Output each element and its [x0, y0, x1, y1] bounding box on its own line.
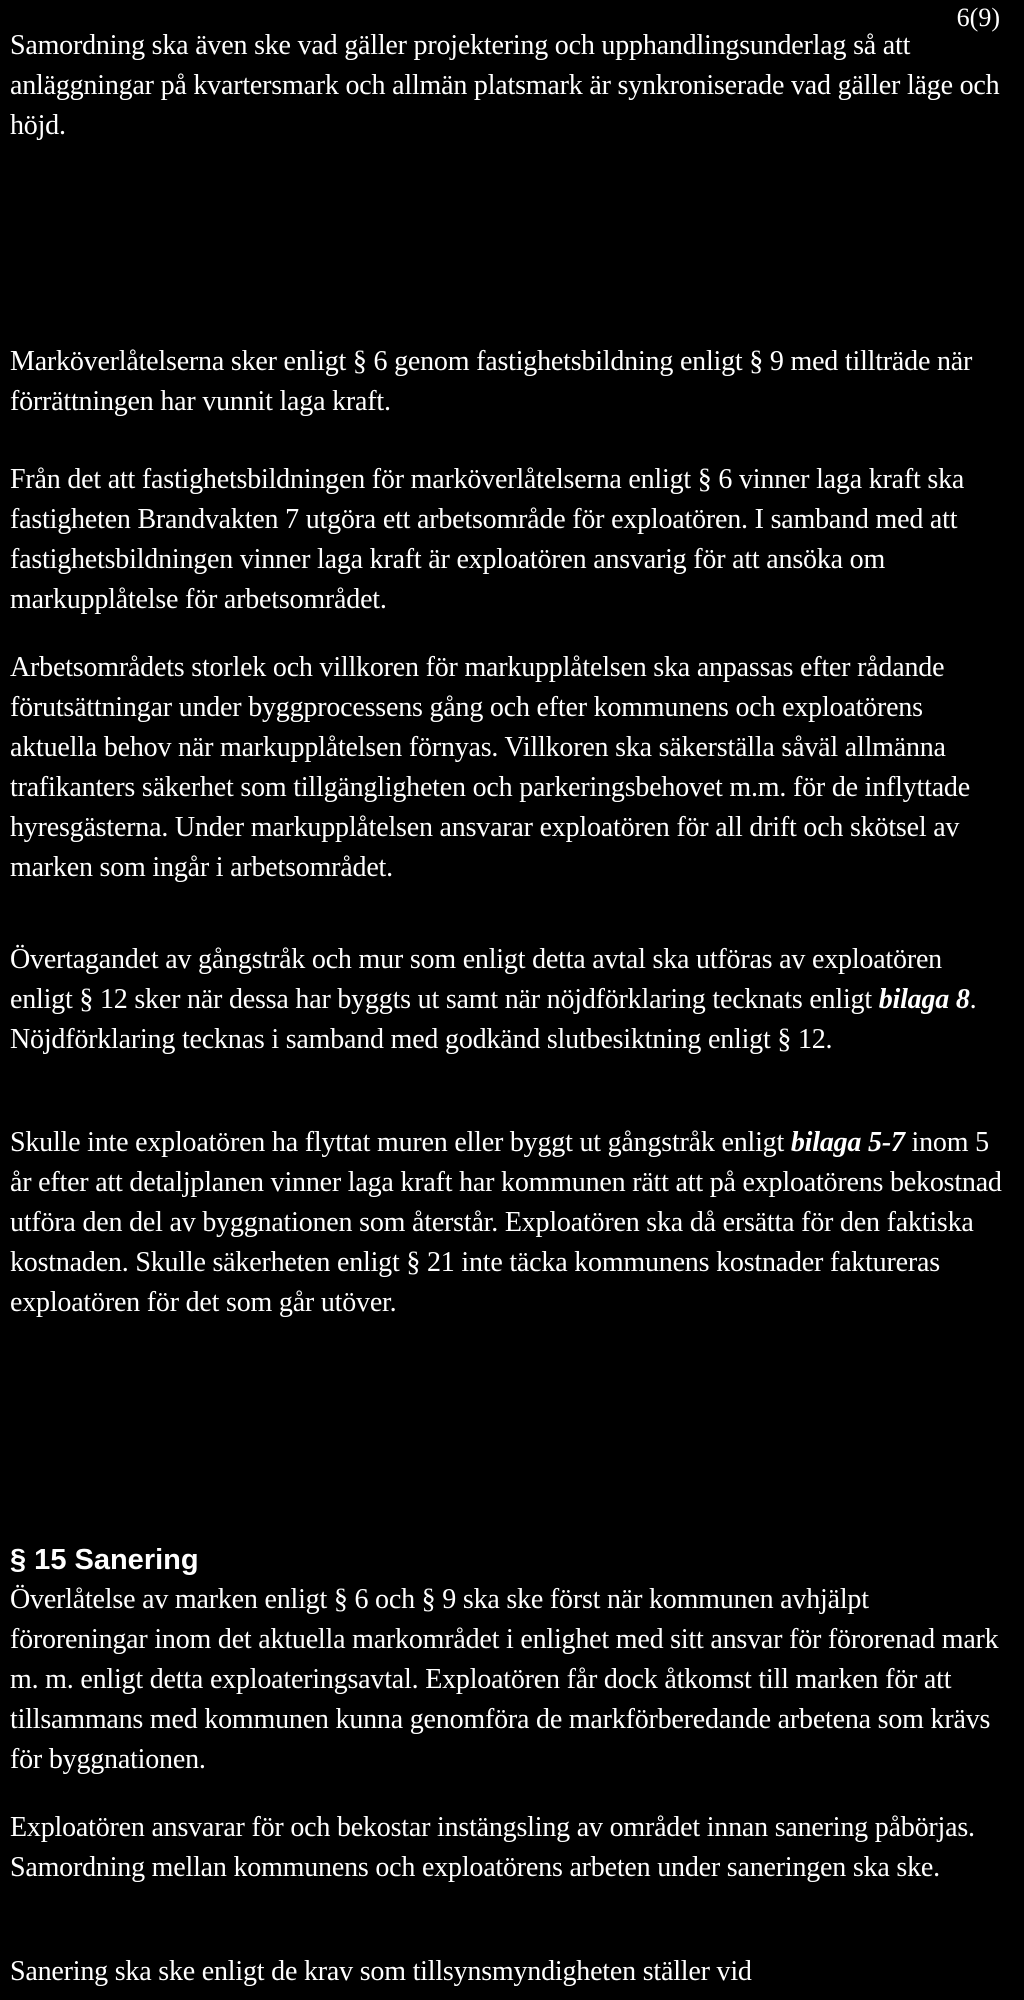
paragraph-land-transfer: Marköverlåtelserna sker enligt § 6 genom fastighetsbildning enligt § 9 med tillträde när förrättningen har vunnit laga kraft. — [10, 346, 973, 417]
paragraph-takeover-text-start: Övertagandet av gångstråk och mur som enligt detta avtal ska utföras av exploatören enligt § 12 sker när dessa har byggts ut samt när nöjdförklaring tecknats enligt — [10, 944, 942, 1015]
attachment-reference-5-7: bilaga 5-7 — [790, 1127, 905, 1158]
paragraph-fencing: Exploatören ansvarar för och bekostar instängsling av området innan sanering påbörjas. Samordning mellan kommunens och exploatörens arbeten under saneringen ska ske. — [10, 1812, 975, 1883]
attachment-reference-8: bilaga 8 — [878, 984, 970, 1015]
paragraph-work-area-conditions: Arbetsområdets storlek och villkoren för markupplåtelsen ska anpassas efter rådande förutsättningar under byggprocessens gång och efter kommunens och exploatörens aktuella behov när markupplåtelsen förnyas. Villkoren ska säkerställa såväl allmänna trafikanters säkerhet som tillgängligheten och parkeringsbehovet m.m. för de inflyttade hyresgästerna. Under markupplåtelsen ansvarar exploatören för all drift och skötsel av marken som ingår i arbetsområdet. — [10, 652, 970, 883]
paragraph-takeover — [10, 940, 1010, 1060]
paragraph-wall-relocation-text-start: Skulle inte exploatören ha flyttat muren eller byggt ut gångstråk enligt — [10, 1127, 791, 1158]
paragraph-wall-relocation — [10, 1123, 1010, 1323]
paragraph-coordination: Samordning ska även ske vad gäller projektering och upphandlingsunderlag så att anläggningar på kvartersmark och allmän platsmark är synkroniserade vad gäller läge och höjd. — [10, 30, 1000, 141]
paragraph-takeover-text-end: . Nöjdförklaring tecknas i samband med godkänd slutbesiktning enligt § 12. — [10, 984, 977, 1055]
paragraph-wall-relocation-text-end: inom 5 år efter att detaljplanen vinner laga kraft har kommunen rätt att på exploatörens bekostnad utföra den del av byggnationen som återstår. Exploatören ska då ersätta för den faktiska kostnaden. Skulle säkerheten enligt § 21 inte täcka kommunens kostnader faktureras exploatören för det som går utöver. — [10, 1127, 1002, 1318]
section-heading-sanering: § 15 Sanering — [10, 1544, 199, 1576]
paragraph-work-area: Från det att fastighetsbildningen för marköverlåtelserna enligt § 6 vinner laga kraft ska fastigheten Brandvakten 7 utgöra ett arbetsområde för exploatören. I samband med att fastighetsbildningen vinner laga kraft är exploatören ansvarig för att ansöka om markupplåtelse för arbetsområdet. — [10, 464, 965, 615]
paragraph-remediation-requirements: Sanering ska ske enligt de krav som tillsynsmyndigheten ställer vid — [10, 1956, 752, 1987]
paragraph-remediation-transfer: Överlåtelse av marken enligt § 6 och § 9 ska ske först när kommunen avhjälpt föroreningar inom det aktuella markområdet i enlighet med sitt ansvar för förorenad mark m. m. enligt detta exploateringsavtal. Exploatören får dock åtkomst till marken för att tillsammans med kommunen kunna genomföra de markförberedande arbetena som krävs för byggnationen. — [10, 1584, 999, 1775]
page-number: 6(9) — [956, 3, 1000, 32]
